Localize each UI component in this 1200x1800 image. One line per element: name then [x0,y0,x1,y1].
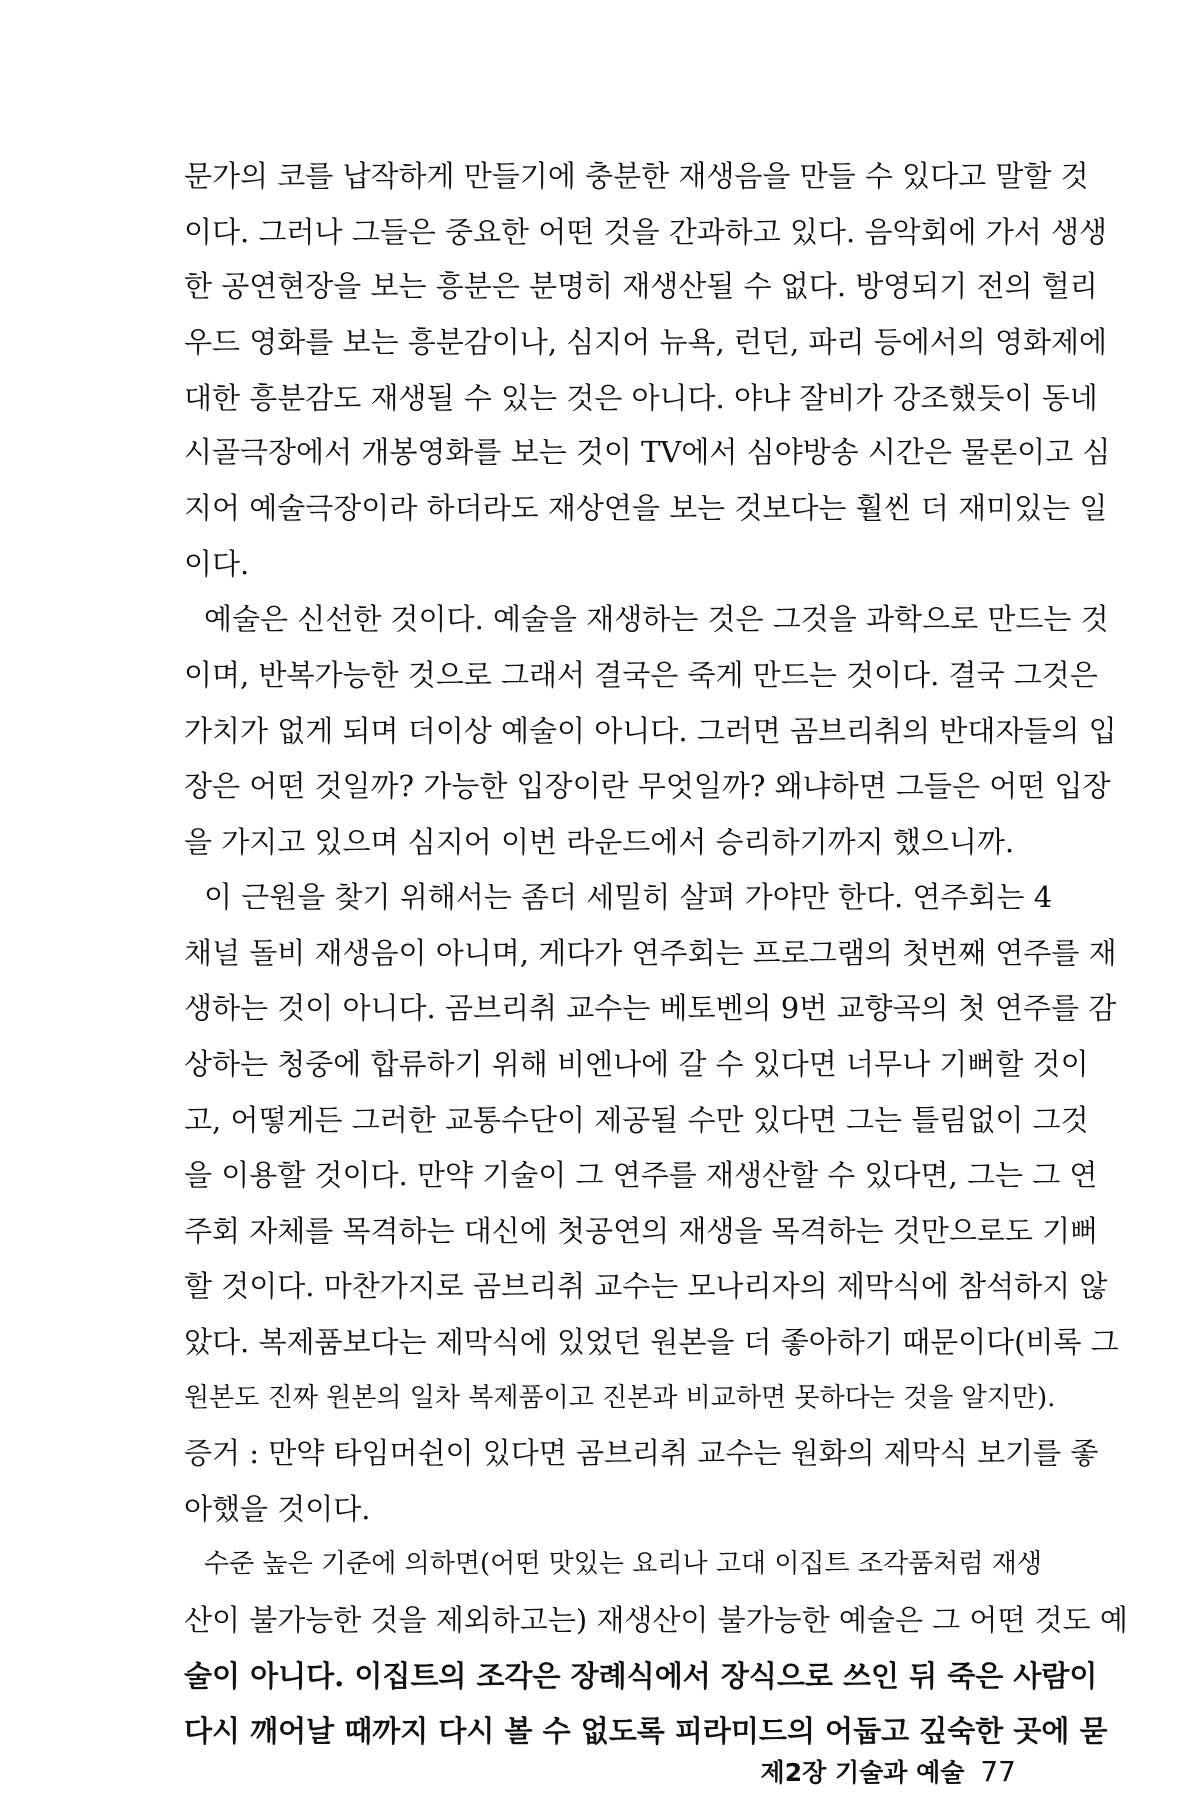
text-line: 문가의 코를 납작하게 만들기에 충분한 재생음을 만들 수 있다고 말할 것 [184,159,1089,193]
text-line: 을 가지고 있으며 심지어 이번 라운드에서 승리하기까지 했으니까. [184,825,1015,859]
text-line: 다시 깨어날 때까지 다시 볼 수 없도록 피라미드의 어둡고 깊숙한 곳에 묻 [184,1714,1108,1748]
text-line: 채널 돌비 재생음이 아니며, 게다가 연주회는 프로그램의 첫번째 연주를 재 [184,936,1117,970]
text-line: 고, 어떻게든 그러한 교통수단이 제공될 수만 있다면 그는 틀림없이 그것 [184,1103,1089,1137]
text-line: 대한 흥분감도 재생될 수 있는 것은 아니다. 야냐 잘비가 강조했듯이 동네 [184,381,1098,415]
text-line: 아했을 것이다. [184,1492,371,1526]
text-line: 을 이용할 것이다. 만약 기술이 그 연주를 재생산할 수 있다면, 그는 그 연 [184,1158,1098,1192]
text-line: 주회 자체를 목격하는 대신에 첫공연의 재생을 목격하는 것만으로도 기뻐 [184,1214,1099,1248]
text-line: 원본도 진짜 원본의 일차 복제품이고 진본과 비교하면 못하다는 것을 알지만). [184,1383,1056,1413]
paragraph-first-line: 수준 높은 기준에 의하면(어떤 맛있는 요리나 고대 이집트 조각품처럼 재생 [204,1549,1043,1579]
text-line: 시골극장에서 개봉영화를 보는 것이 TV에서 심야방송 시간은 물론이고 심 [184,435,1111,469]
text-line: 이다. 그러나 그들은 중요한 어떤 것을 간과하고 있다. 음악회에 가서 생생 [184,215,1108,249]
text-line: 우드 영화를 보는 흥분감이나, 심지어 뉴욕, 런던, 파리 등에서의 영화제에 [184,325,1108,359]
text-line: 장은 어떤 것일까? 가능한 입장이란 무엇일까? 왜냐하면 그들은 어떤 입장 [184,769,1111,803]
text-line: 술이 아니다. 이집트의 조각은 장례식에서 장식으로 쓰인 뒤 죽은 사람이 [184,1659,1098,1693]
text-line: 지어 예술극장이라 하더라도 재상연을 보는 것보다는 훨씬 더 재미있는 일 [184,491,1108,525]
text-line: 상하는 청중에 합류하기 위해 비엔나에 갈 수 있다면 너무나 기뻐할 것이 [184,1047,1089,1081]
text-line: 한 공연현장을 보는 흥분은 분명히 재생산될 수 없다. 방영되기 전의 헐리 [184,269,1098,303]
text-line: 산이 불가능한 것을 제외하고는) 재생산이 불가능한 예술은 그 어떤 것도 예 [184,1603,1128,1637]
page-number: 77 [980,1755,1016,1788]
text-line: 가치가 없게 되며 더이상 예술이 아니다. 그러면 곰브리취의 반대자들의 입 [184,714,1117,748]
text-line: 았다. 복제품보다는 제막식에 있었던 원본을 더 좋아하기 때문이다(비록 그 [184,1325,1119,1359]
paragraph-first-line: 예술은 신선한 것이다. 예술을 재생하는 것은 그것을 과학으로 만드는 것 [204,602,1109,636]
page-footer [760,1752,1016,1792]
text-line: 이며, 반복가능한 것으로 그래서 결국은 죽게 만드는 것이다. 결국 그것은 [184,658,1098,692]
running-footer-chapter: 제2장 기술과 예술 [760,1758,965,1787]
paragraph-first-line: 이 근원을 찾기 위해서는 좀더 세밀히 살펴 가야만 한다. 연주회는 4 [204,880,1053,914]
text-line: 생하는 것이 아니다. 곰브리취 교수는 베토벤의 9번 교향곡의 첫 연주를 감 [184,991,1117,1025]
text-line: 이다. [184,547,250,581]
text-line: 할 것이다. 마찬가지로 곰브리취 교수는 모나리자의 제막식에 참석하지 않 [184,1269,1108,1303]
text-line: 증거 : 만약 타임머쉰이 있다면 곰브리취 교수는 원화의 제막식 보기를 좋 [184,1436,1099,1470]
